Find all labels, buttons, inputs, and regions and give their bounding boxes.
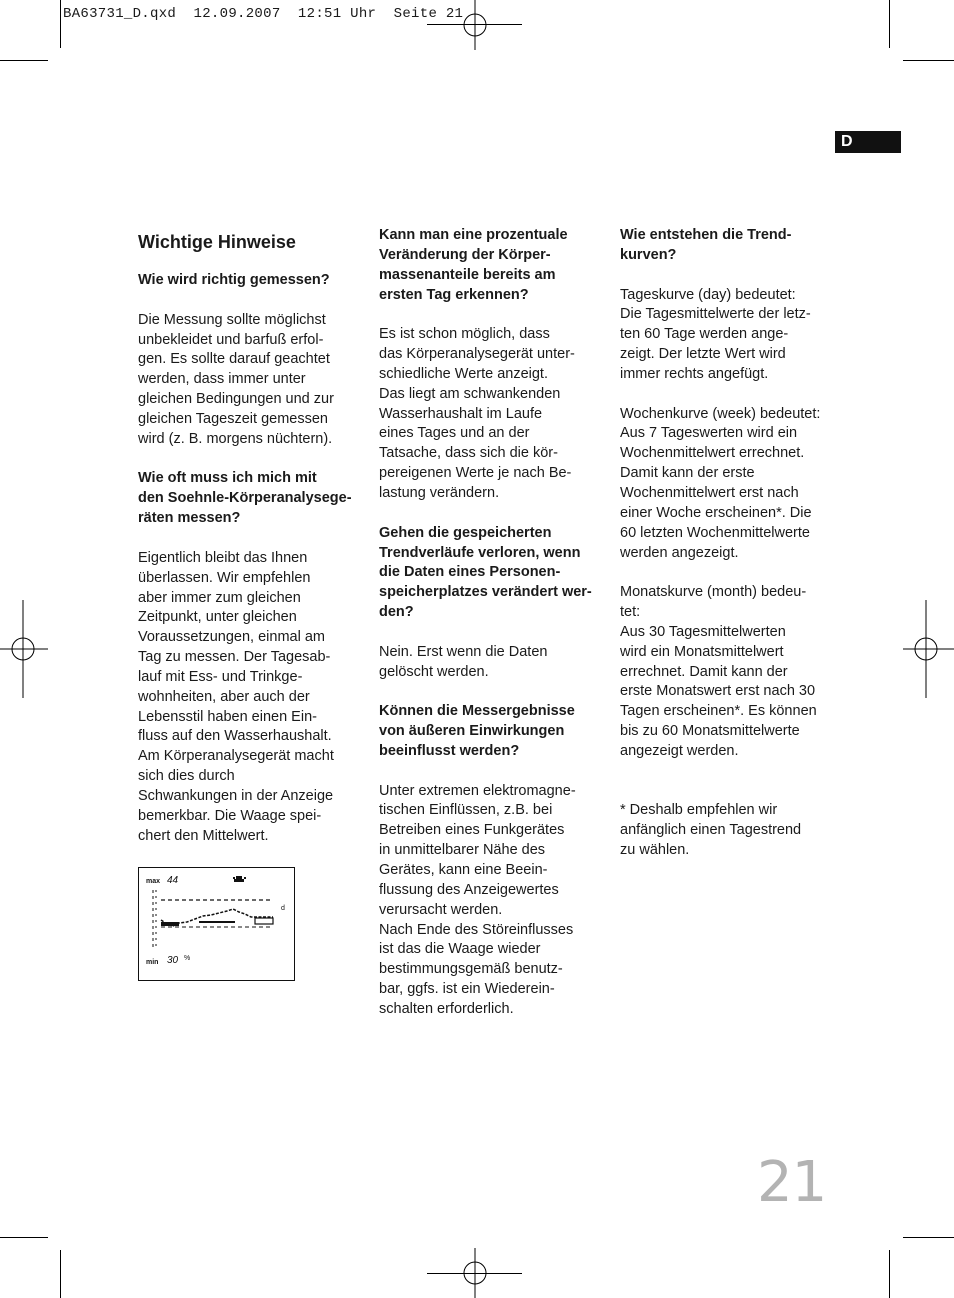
text-line: wohnheiten, aber auch der (138, 688, 310, 705)
person-icon (233, 876, 246, 882)
text-line: Kann man eine prozentuale (379, 227, 568, 243)
text-line: erste Monatswert erst nach 30 (620, 683, 816, 700)
text-line: gen. Es sollte darauf geachtet (138, 351, 330, 368)
text-line: wird ein Monatsmittelwert (620, 643, 784, 660)
text-line: Gerätes, kann eine Beein- (379, 862, 548, 878)
text-line: Wie oft muss ich mich mit (138, 470, 317, 487)
text-line: den? (379, 604, 414, 621)
text-line: räten messen? (138, 510, 241, 527)
column-1 (138, 231, 358, 846)
text-line: chert den Mittelwert. (138, 827, 269, 844)
text-line: wird (z. B. morgens nüchtern). (138, 430, 333, 447)
text-line: Gehen die gespeicherten (379, 524, 552, 541)
text-line: Aus 7 Tageswerten wird ein (620, 425, 798, 442)
question-heading: Wie wird richtig gemessen? (138, 272, 330, 288)
text-line: Wasserhaushalt im Laufe (379, 405, 543, 422)
text-line: Können die Messergebnisse (379, 703, 575, 720)
text-line: Damit kann der erste (620, 465, 755, 482)
crop-mark (889, 0, 890, 48)
registration-mark-icon (462, 1248, 488, 1298)
text-line: Wochenmittelwert errechnet. (620, 445, 805, 462)
crop-mark (889, 1250, 890, 1298)
text-line: zeigt. Der letzte Wert wird (620, 346, 786, 363)
text-line: überlassen. Wir empfehlen (138, 569, 311, 586)
text-line: aber immer zum gleichen (138, 589, 301, 606)
crop-mark (0, 1237, 48, 1238)
crop-mark (903, 1237, 954, 1238)
text-line: fluss auf den Wasserhaushalt. (138, 728, 332, 745)
column-3 (620, 226, 845, 861)
trend-display-illustration (138, 867, 295, 981)
question-heading (620, 226, 845, 266)
page-number: 21 (757, 1150, 827, 1215)
text-line: flussung des Anzeigewertes (379, 881, 559, 898)
answer-text (379, 782, 604, 1020)
text-line: schalten erforderlich. (379, 1000, 514, 1017)
text-line: kurven? (620, 246, 677, 263)
text-line: bis zu 60 Monatsmittelwerte (620, 723, 800, 740)
text-line: den Soehnle-Körperanalysege- (138, 490, 352, 507)
text-line: zu wählen. (620, 842, 690, 859)
text-line: 60 letzten Wochenmittelwerte (620, 524, 810, 541)
answer-text (620, 583, 845, 762)
text-line: ten 60 Tage werden ange- (620, 326, 789, 343)
text-line: das Körperanalysegerät unter- (379, 346, 575, 363)
text-line: angezeigt werden. (620, 742, 739, 759)
text-line: Nein. Erst wenn die Daten (379, 643, 548, 660)
text-line: Tagen erscheinen*. Es können (620, 703, 817, 720)
text-line: von äußeren Einwirkungen (379, 723, 565, 740)
text-line: Am Körperanalysegerät macht (138, 748, 334, 765)
text-line: gelöscht werden. (379, 663, 489, 680)
text-line: Wochenmittelwert erst nach (620, 484, 799, 501)
text-line: speicherplatzes verändert wer- (379, 584, 592, 601)
text-line: Nach Ende des Störeinflusses (379, 921, 574, 938)
print-slug: BA63731_D.qxd 12.09.2007 12:51 Uhr Seite 21 (63, 6, 464, 22)
max-value: 44 (167, 875, 179, 886)
text-line: Es ist schon möglich, dass (379, 326, 550, 343)
text-line: * Deshalb empfehlen wir (620, 802, 778, 819)
text-line: Betreiben eines Funkgerätes (379, 822, 565, 839)
registration-mark-icon (0, 600, 48, 698)
crop-mark (60, 0, 61, 48)
text-line: in unmittelbarer Nähe des (379, 842, 546, 859)
text-line: Zeitpunkt, unter gleichen (138, 609, 297, 626)
text-line: bemerkbar. Die Waage spei- (138, 807, 322, 824)
answer-text (620, 286, 845, 385)
question-heading (379, 702, 604, 762)
min-value: 30 (167, 955, 179, 966)
text-line: unbekleidet und barfuß erfol- (138, 331, 324, 348)
text-line: Trendverläufe verloren, wenn (379, 544, 581, 561)
text-line: ist das die Waage wieder (379, 941, 541, 958)
crop-mark (60, 1250, 61, 1298)
question-heading (379, 226, 604, 305)
text-line: Unter extremen elektromagne- (379, 782, 576, 799)
text-line: schiedliche Werte anzeigt. (379, 365, 548, 382)
text-line: tischen Einflüssen, z.B. bei (379, 802, 553, 819)
text-line: lauf mit Ess- und Trinkge- (138, 668, 303, 685)
text-line: pereigenen Werte je nach Be- (379, 465, 572, 482)
crop-mark (903, 60, 954, 61)
text-line: Veränderung der Körper- (379, 246, 551, 263)
answer-text (379, 325, 604, 504)
text-line: gleichen Tageszeit gemessen (138, 410, 328, 427)
answer-text (138, 549, 358, 847)
language-tab: D (835, 131, 901, 153)
text-line: Voraussetzungen, einmal am (138, 629, 325, 646)
text-line: Aus 30 Tagesmittelwerten (620, 623, 786, 640)
text-line: Das liegt am schwankenden (379, 385, 561, 402)
unit-label: % (184, 955, 191, 962)
text-line: Tag zu messen. Der Tagesab- (138, 649, 331, 666)
text-line: werden angezeigt. (620, 544, 739, 561)
text-line: bar, ggfs. ist ein Wiederein- (379, 981, 555, 998)
text-line: Wochenkurve (week) bedeutet: (620, 405, 821, 422)
text-line: beeinflusst werden? (379, 742, 520, 759)
trend-curve-graphic (139, 868, 294, 980)
answer-text (379, 643, 604, 683)
answer-text (138, 311, 358, 450)
text-line: Monatskurve (month) bedeu- (620, 584, 807, 601)
text-line: sich dies durch (138, 768, 235, 785)
period-label: d (281, 905, 285, 912)
footnote (620, 801, 845, 861)
registration-mark-icon (462, 0, 488, 50)
question-heading (138, 469, 358, 529)
text-line: verursacht werden. (379, 901, 503, 918)
column-2 (379, 226, 604, 1020)
crop-mark (0, 60, 48, 61)
text-line: Eigentlich bleibt das Ihnen (138, 549, 308, 566)
min-label: min (146, 959, 159, 966)
text-line: Tatsache, dass sich die kör- (379, 445, 558, 462)
max-label: max (146, 878, 161, 885)
text-line: ersten Tag erkennen? (379, 286, 529, 303)
registration-mark-icon (903, 600, 954, 698)
text-line: Schwankungen in der Anzeige (138, 787, 334, 804)
text-line: Die Tagesmittelwerte der letz- (620, 306, 811, 323)
text-line: Tageskurve (day) bedeutet: (620, 286, 796, 303)
text-line: immer rechts angefügt. (620, 365, 769, 382)
text-line: gleichen Bedingungen und zur (138, 391, 334, 408)
text-line: anfänglich einen Tagestrend (620, 822, 802, 839)
text-line: tet: (620, 604, 641, 621)
text-line: einer Woche erscheinen*. Die (620, 504, 812, 521)
text-line: eines Tages und an der (379, 425, 530, 442)
text-line: die Daten eines Personen- (379, 564, 561, 581)
text-line: massenanteile bereits am (379, 266, 556, 283)
text-line: Lebensstil haben einen Ein- (138, 708, 317, 725)
answer-text (620, 405, 845, 564)
text-line: Wie entstehen die Trend- (620, 227, 792, 243)
text-line: Die Messung sollte möglichst (138, 311, 326, 328)
text-line: lastung verändern. (379, 484, 500, 501)
text-line: werden, dass immer unter (138, 371, 306, 388)
text-line: errechnet. Damit kann der (620, 663, 788, 680)
text-line: bestimmungsgemäß benutz- (379, 961, 563, 978)
question-heading (379, 524, 604, 623)
section-title: Wichtige Hinweise (138, 232, 296, 252)
